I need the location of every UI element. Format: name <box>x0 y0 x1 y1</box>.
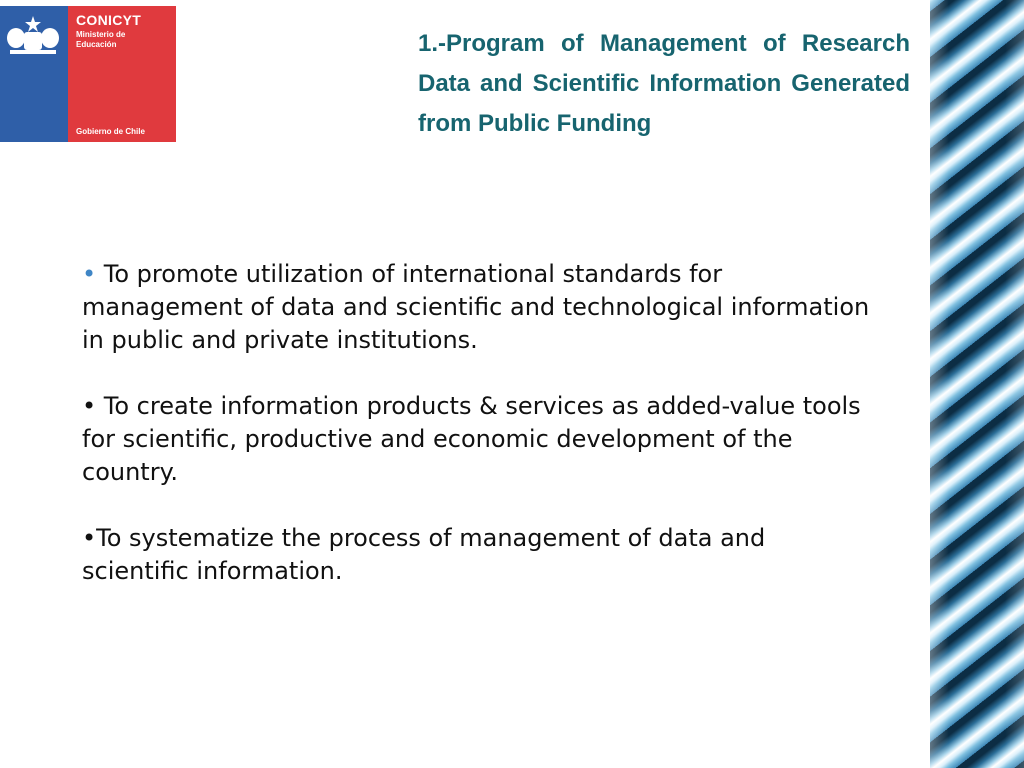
logo-subtitle <box>76 30 125 50</box>
bullet-marker: • <box>82 392 97 420</box>
chile-emblem-icon <box>4 10 62 58</box>
logo-footer: Gobierno de Chile <box>76 127 145 136</box>
bullet-text: To systematize the process of management of data and scientific information. <box>82 524 766 585</box>
logo-blue-panel <box>0 6 68 142</box>
logo-subtitle-line2: Educación <box>76 40 117 49</box>
logo-red-panel <box>68 6 176 142</box>
bullet-text: To promote utilization of international standards for management of data and scientific and technological information in public and private institutions. <box>82 260 870 354</box>
bullet-item <box>82 522 872 588</box>
logo-subtitle-line1: Ministerio de <box>76 30 126 39</box>
decorative-stripe-panel <box>930 0 1024 768</box>
bullet-marker: • <box>82 260 97 288</box>
slide-title: 1.-Program of Management of Research Data and Scientific Information Generated from Public Funding <box>418 30 910 137</box>
conicyt-logo <box>0 6 176 142</box>
bullet-item <box>82 390 872 489</box>
logo-title: CONICYT <box>76 12 142 28</box>
bullet-list <box>82 258 872 621</box>
bullet-text: To create information products & services as added-value tools for scientific, productive and economic development of the country. <box>82 392 861 486</box>
stripe-panel-shade <box>930 0 1024 768</box>
bullet-marker: • <box>82 524 97 552</box>
bullet-item <box>82 258 872 357</box>
